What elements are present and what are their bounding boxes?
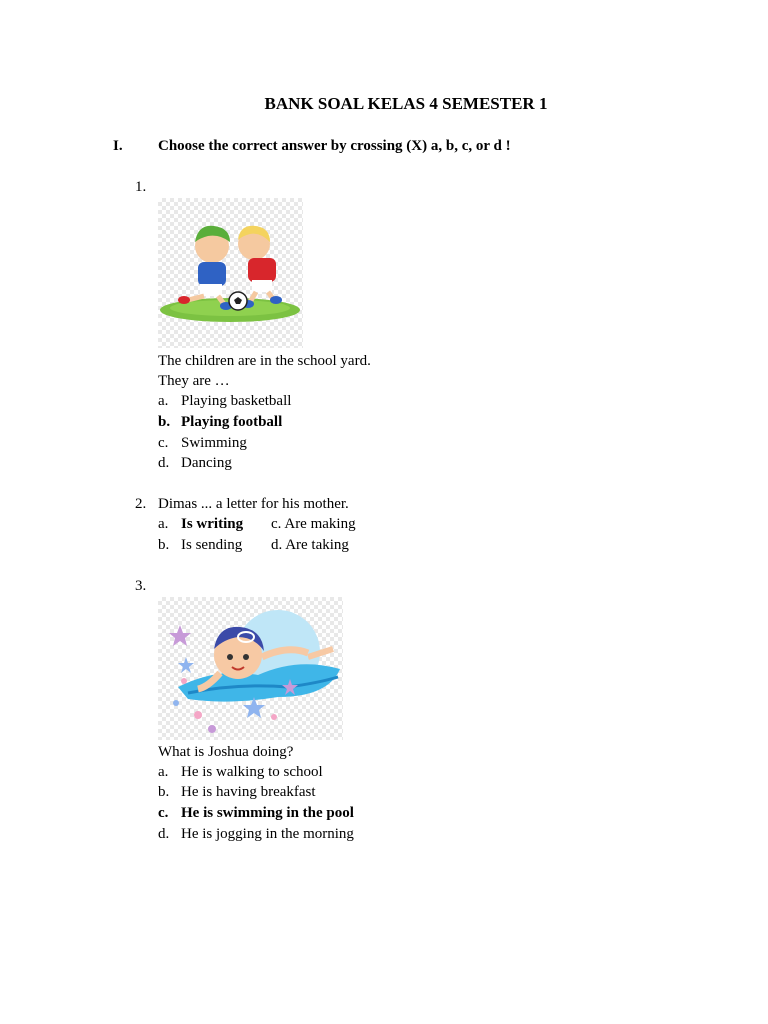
question-1-option-c: c. Swimming xyxy=(158,435,247,451)
question-3-image xyxy=(158,597,343,740)
question-3-text: What is Joshua doing? xyxy=(158,744,294,760)
question-3-option-c: c. He is swimming in the pool xyxy=(158,805,354,821)
question-3-number: 3. xyxy=(135,578,147,594)
question-2-option-a: a. Is writing xyxy=(158,516,244,532)
question-2-number: 2. xyxy=(135,496,147,512)
question-2-option-b: b. Is sending xyxy=(158,537,243,553)
swimming-boy-illustration xyxy=(158,597,343,740)
question-1-option-d: d. Dancing xyxy=(158,455,232,471)
football-children-illustration xyxy=(158,198,303,348)
question-1-text-line-2: They are … xyxy=(158,373,230,389)
question-1-number: 1. xyxy=(135,179,147,195)
page-title: BANK SOAL KELAS 4 SEMESTER 1 xyxy=(264,94,548,113)
section-number: I. xyxy=(113,138,123,154)
question-3-option-d: d. He is jogging in the morning xyxy=(158,826,354,842)
question-1-option-a: a. Playing basketball xyxy=(158,393,292,409)
question-1-image xyxy=(158,198,303,348)
question-2-option-c: c. Are making xyxy=(271,516,356,532)
question-1-option-b: b. Playing football xyxy=(158,414,283,430)
section-instruction: Choose the correct answer by crossing (X) a, b, c, or d ! xyxy=(158,138,511,154)
question-2-text: Dimas ... a letter for his mother. xyxy=(158,496,349,512)
question-1-text-line-1: The children are in the school yard. xyxy=(158,353,371,369)
question-2-option-d: d. Are taking xyxy=(271,537,349,553)
question-3-option-b: b. He is having breakfast xyxy=(158,784,316,800)
question-3-option-a: a. He is walking to school xyxy=(158,764,323,780)
